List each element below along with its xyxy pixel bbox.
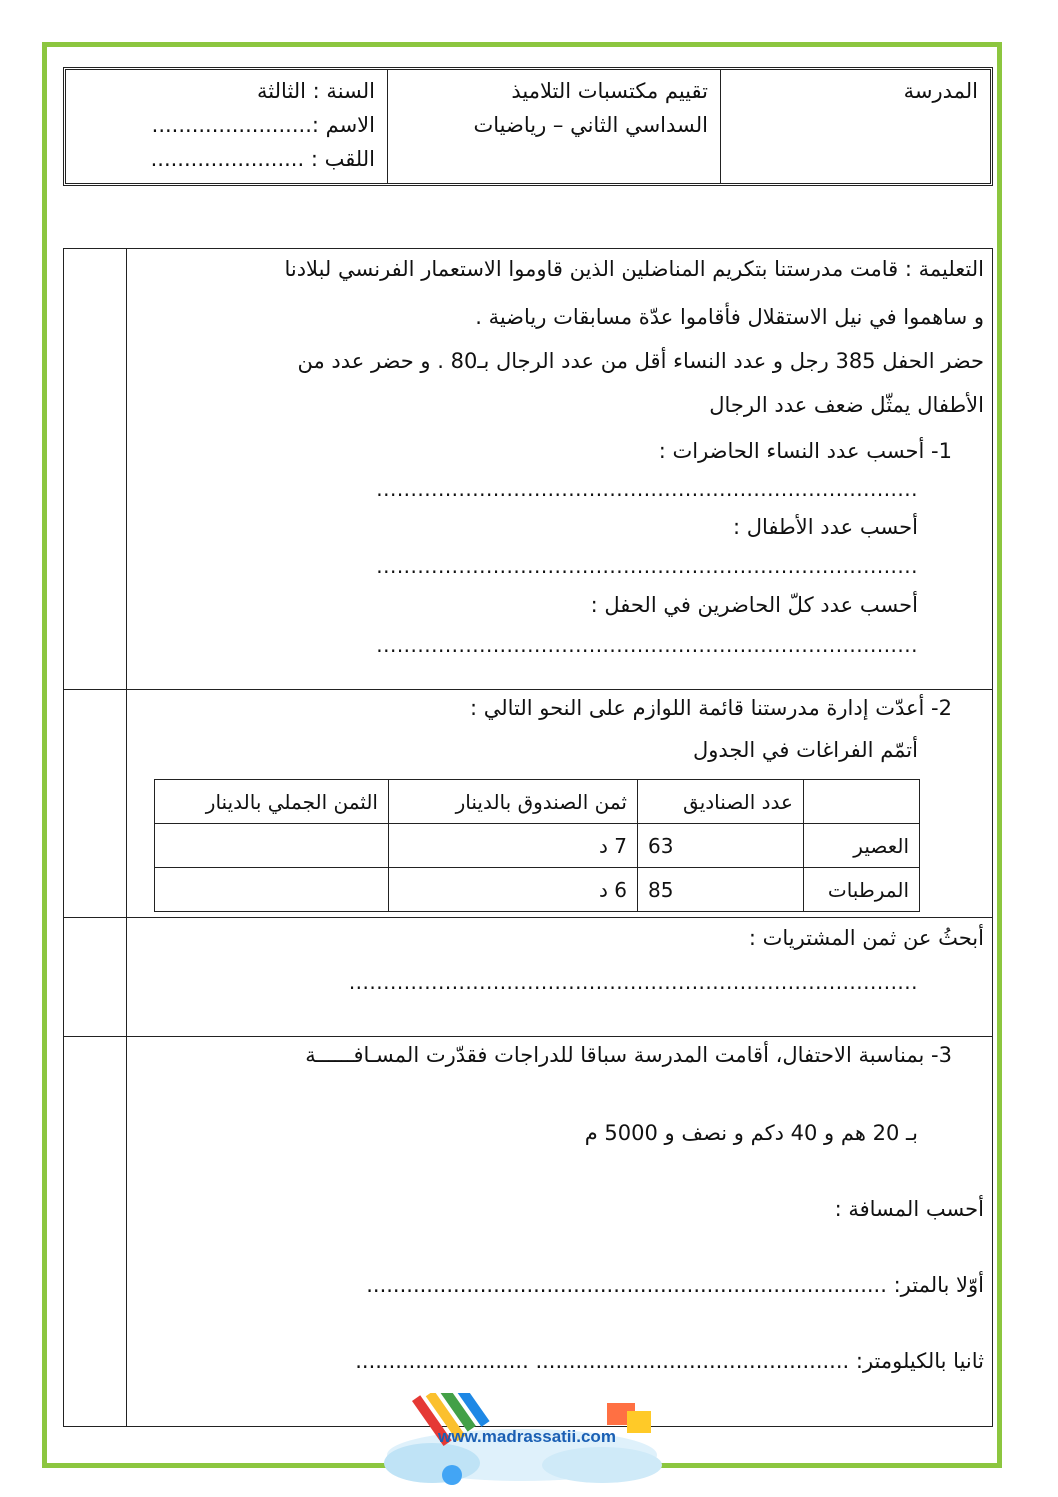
school-label: المدرسة — [903, 79, 978, 103]
question-2-fill: أتمّم الفراغات في الجدول — [692, 738, 918, 762]
exam-subtitle: السداسي الثاني – رياضيات — [473, 113, 708, 137]
row-label: المرطبات — [804, 868, 920, 912]
statement-line-1: حضر الحفل 385 رجل و عدد النساء أقل من عدد الرجال بـ80 . و حضر عدد من — [297, 349, 984, 373]
box-price: 6 د — [389, 868, 638, 912]
supplies-table — [154, 779, 920, 912]
exercise-3-section — [63, 1036, 993, 1427]
total-price-input[interactable] — [155, 868, 389, 912]
question-1c: أحسب عدد كلّ الحاضرين في الحفل : — [590, 593, 918, 617]
website-link[interactable]: www.madrassatii.com — [438, 1427, 616, 1446]
name-line[interactable]: الاسم :........................ — [151, 113, 375, 137]
total-price-input[interactable] — [155, 824, 389, 868]
row-label: العصير — [804, 824, 920, 868]
table-row — [155, 824, 920, 868]
grade-column — [64, 1037, 127, 1426]
table-header-cell: عدد الصناديق — [638, 780, 804, 824]
answer-line-1b[interactable]: ............................................................................... — [376, 554, 918, 578]
title-cell — [387, 70, 720, 183]
answer-meters[interactable]: أوّلا بالمتر: .............................................................................. — [366, 1273, 984, 1297]
grade-column — [64, 918, 127, 1036]
answer-line-1c[interactable]: ............................................................................... — [376, 633, 918, 657]
table-header-cell: الثمن الجملي بالدينار — [155, 780, 389, 824]
student-info-cell — [66, 70, 387, 183]
question-3-intro: 3- بمناسبة الاحتفال، أقامت المدرسة سباقا للدراجات فقدّرت المسـافــــــة — [305, 1043, 952, 1067]
question-3-compute: أحسب المسافة : — [834, 1197, 984, 1221]
box-count: 85 — [638, 868, 804, 912]
answer-line-1a[interactable]: ............................................................................... — [376, 477, 918, 501]
school-cell — [720, 70, 990, 183]
box-count: 63 — [638, 824, 804, 868]
purchases-section — [63, 917, 993, 1036]
question-purchases: أبحثُ عن ثمن المشتريات : — [748, 926, 984, 950]
header-table — [63, 67, 993, 186]
surname-line[interactable]: اللقب : ....................... — [150, 147, 375, 171]
distance-value: بـ 20 هم و 40 دكم و نصف و 5000 م — [584, 1121, 918, 1145]
grade-column — [64, 690, 127, 917]
table-row — [155, 868, 920, 912]
question-1a: 1- أحسب عدد النساء الحاضرات : — [658, 439, 952, 463]
instruction-line-1: التعليمة : قامت مدرستنا بتكريم المناضلين الذين قاوموا الاستعمار الفرنسي لبلادنا — [284, 257, 984, 281]
question-1b: أحسب عدد الأطفال : — [733, 515, 918, 539]
question-2-intro: 2- أعدّت إدارة مدرستنا قائمة اللوازم على النحو التالي : — [469, 696, 952, 720]
table-header-row — [155, 780, 920, 824]
grade-column — [64, 249, 127, 689]
answer-line-purchases[interactable]: ................................................................................... — [348, 970, 918, 994]
answer-kilometers[interactable]: ثانيا بالكيلومتر: ............................................... .......................... — [355, 1349, 984, 1373]
year-line: السنة : الثالثة — [257, 79, 375, 103]
statement-line-2: الأطفال يمثّل ضعف عدد الرجال — [709, 393, 984, 417]
exercise-1-section — [63, 248, 993, 689]
table-header-cell — [804, 780, 920, 824]
instruction-line-2: و ساهموا في نيل الاستقلال فأقاموا عدّة مسابقات رياضية . — [475, 305, 984, 329]
table-header-cell: ثمن الصندوق بالدينار — [389, 780, 638, 824]
box-price: 7 د — [389, 824, 638, 868]
exam-title: تقييم مكتسبات التلاميذ — [511, 79, 708, 103]
